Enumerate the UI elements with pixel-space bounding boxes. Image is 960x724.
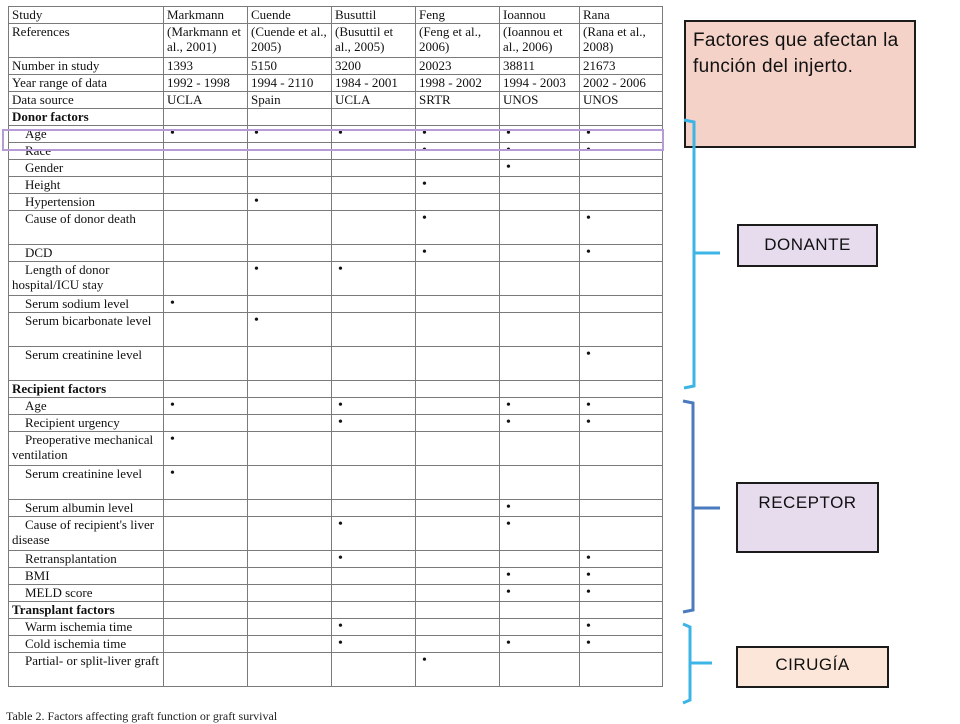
factor-marker: • — [416, 126, 500, 143]
row-label: Transplant factors — [9, 602, 164, 619]
row-label: Cause of recipient's liver disease — [9, 517, 164, 551]
table-cell: (Rana et al., 2008) — [580, 24, 663, 58]
table-cell: (Cuende et al., 2005) — [248, 24, 332, 58]
factor-marker: • — [248, 262, 332, 296]
table-cell: UNOS — [500, 92, 580, 109]
factor-marker: • — [332, 126, 416, 143]
factor-marker: • — [500, 143, 580, 160]
factor-marker: • — [332, 398, 416, 415]
row-label: Cause of donor death — [9, 211, 164, 245]
table-cell: Busuttil — [332, 7, 416, 24]
factor-marker: • — [500, 398, 580, 415]
row-label: BMI — [9, 568, 164, 585]
factor-marker: • — [164, 398, 248, 415]
row-label: Preoperative mechanical ventilation — [9, 432, 164, 466]
factor-marker: • — [416, 653, 500, 687]
factor-marker: • — [580, 585, 663, 602]
table-caption: Table 2. Factors affecting graft function or graft survival — [6, 709, 278, 723]
factor-marker: • — [580, 619, 663, 636]
row-label: Recipient urgency — [9, 415, 164, 432]
row-label: Hypertension — [9, 194, 164, 211]
row-label: Partial- or split-liver graft — [9, 653, 164, 687]
label-receptor: RECEPTOR — [736, 482, 879, 553]
factor-marker: • — [580, 398, 663, 415]
label-donante: DONANTE — [737, 224, 878, 267]
table-cell: (Feng et al., 2006) — [416, 24, 500, 58]
factor-marker: • — [580, 415, 663, 432]
row-label: Serum sodium level — [9, 296, 164, 313]
table-cell: (Busuttil et al., 2005) — [332, 24, 416, 58]
row-label: Number in study — [9, 58, 164, 75]
bracket-receptor — [683, 401, 720, 612]
row-label: References — [9, 24, 164, 58]
row-label: MELD score — [9, 585, 164, 602]
factor-marker: • — [500, 517, 580, 551]
factor-marker: • — [580, 245, 663, 262]
row-label: Retransplantation — [9, 551, 164, 568]
factor-marker: • — [580, 126, 663, 143]
row-label: Height — [9, 177, 164, 194]
table-cell: 1994 - 2003 — [500, 75, 580, 92]
table-cell: UCLA — [332, 92, 416, 109]
table-cell: 20023 — [416, 58, 500, 75]
table-cell: Rana — [580, 7, 663, 24]
table-cell: 1992 - 1998 — [164, 75, 248, 92]
factor-marker: • — [580, 143, 663, 160]
factor-marker: • — [164, 466, 248, 500]
row-label: DCD — [9, 245, 164, 262]
row-label: Serum creatinine level — [9, 347, 164, 381]
factor-marker: • — [500, 415, 580, 432]
row-label: Gender — [9, 160, 164, 177]
factor-marker: • — [416, 143, 500, 160]
factor-marker: • — [580, 347, 663, 381]
table-cell: Spain — [248, 92, 332, 109]
factor-marker: • — [580, 211, 663, 245]
factor-marker: • — [332, 619, 416, 636]
factor-marker: • — [332, 262, 416, 296]
row-label: Serum bicarbonate level — [9, 313, 164, 347]
row-label: Race — [9, 143, 164, 160]
row-label: Cold ischemia time — [9, 636, 164, 653]
row-label: Warm ischemia time — [9, 619, 164, 636]
row-label: Donor factors — [9, 109, 164, 126]
label-cirugia: CIRUGÍA — [736, 646, 889, 688]
row-label: Age — [9, 126, 164, 143]
bracket-cirugia — [683, 624, 712, 703]
factor-marker: • — [580, 551, 663, 568]
table-cell: 21673 — [580, 58, 663, 75]
table-cell: 5150 — [248, 58, 332, 75]
bracket-donante — [684, 120, 720, 388]
factor-marker: • — [416, 211, 500, 245]
table-cell: (Markmann et al., 2001) — [164, 24, 248, 58]
table-cell: Feng — [416, 7, 500, 24]
table-cell: 1998 - 2002 — [416, 75, 500, 92]
factor-marker: • — [248, 126, 332, 143]
row-label: Study — [9, 7, 164, 24]
factor-marker: • — [500, 585, 580, 602]
table-cell: UNOS — [580, 92, 663, 109]
table-cell: 38811 — [500, 58, 580, 75]
table-cell: Ioannou — [500, 7, 580, 24]
factor-marker: • — [248, 194, 332, 211]
row-label: Data source — [9, 92, 164, 109]
table-cell: Cuende — [248, 7, 332, 24]
factor-marker: • — [580, 636, 663, 653]
table-cell: 1393 — [164, 58, 248, 75]
factor-marker: • — [164, 296, 248, 313]
row-label: Serum creatinine level — [9, 466, 164, 500]
table-cell: SRTR — [416, 92, 500, 109]
row-label: Age — [9, 398, 164, 415]
row-label: Serum albumin level — [9, 500, 164, 517]
row-label: Year range of data — [9, 75, 164, 92]
factor-marker: • — [164, 432, 248, 466]
row-label: Length of donor hospital/ICU stay — [9, 262, 164, 296]
factor-marker: • — [332, 415, 416, 432]
factor-marker: • — [500, 500, 580, 517]
factor-marker: • — [248, 313, 332, 347]
factor-marker: • — [332, 517, 416, 551]
table-cell: 3200 — [332, 58, 416, 75]
factor-marker: • — [500, 126, 580, 143]
table-cell: (Ioannou et al., 2006) — [500, 24, 580, 58]
table-cell: UCLA — [164, 92, 248, 109]
table-cell: 1994 - 2110 — [248, 75, 332, 92]
row-label: Recipient factors — [9, 381, 164, 398]
factor-marker: • — [416, 177, 500, 194]
factor-marker: • — [500, 568, 580, 585]
factor-marker: • — [416, 245, 500, 262]
note-text: Factores que afectan la función del injerto. — [693, 30, 899, 77]
factor-marker: • — [332, 636, 416, 653]
table-cell: 1984 - 2001 — [332, 75, 416, 92]
table-cell: 2002 - 2006 — [580, 75, 663, 92]
factor-marker: • — [332, 551, 416, 568]
table-cell: Markmann — [164, 7, 248, 24]
factor-marker: • — [164, 126, 248, 143]
factor-marker: • — [580, 568, 663, 585]
factor-marker: • — [500, 636, 580, 653]
factor-marker: • — [500, 160, 580, 177]
